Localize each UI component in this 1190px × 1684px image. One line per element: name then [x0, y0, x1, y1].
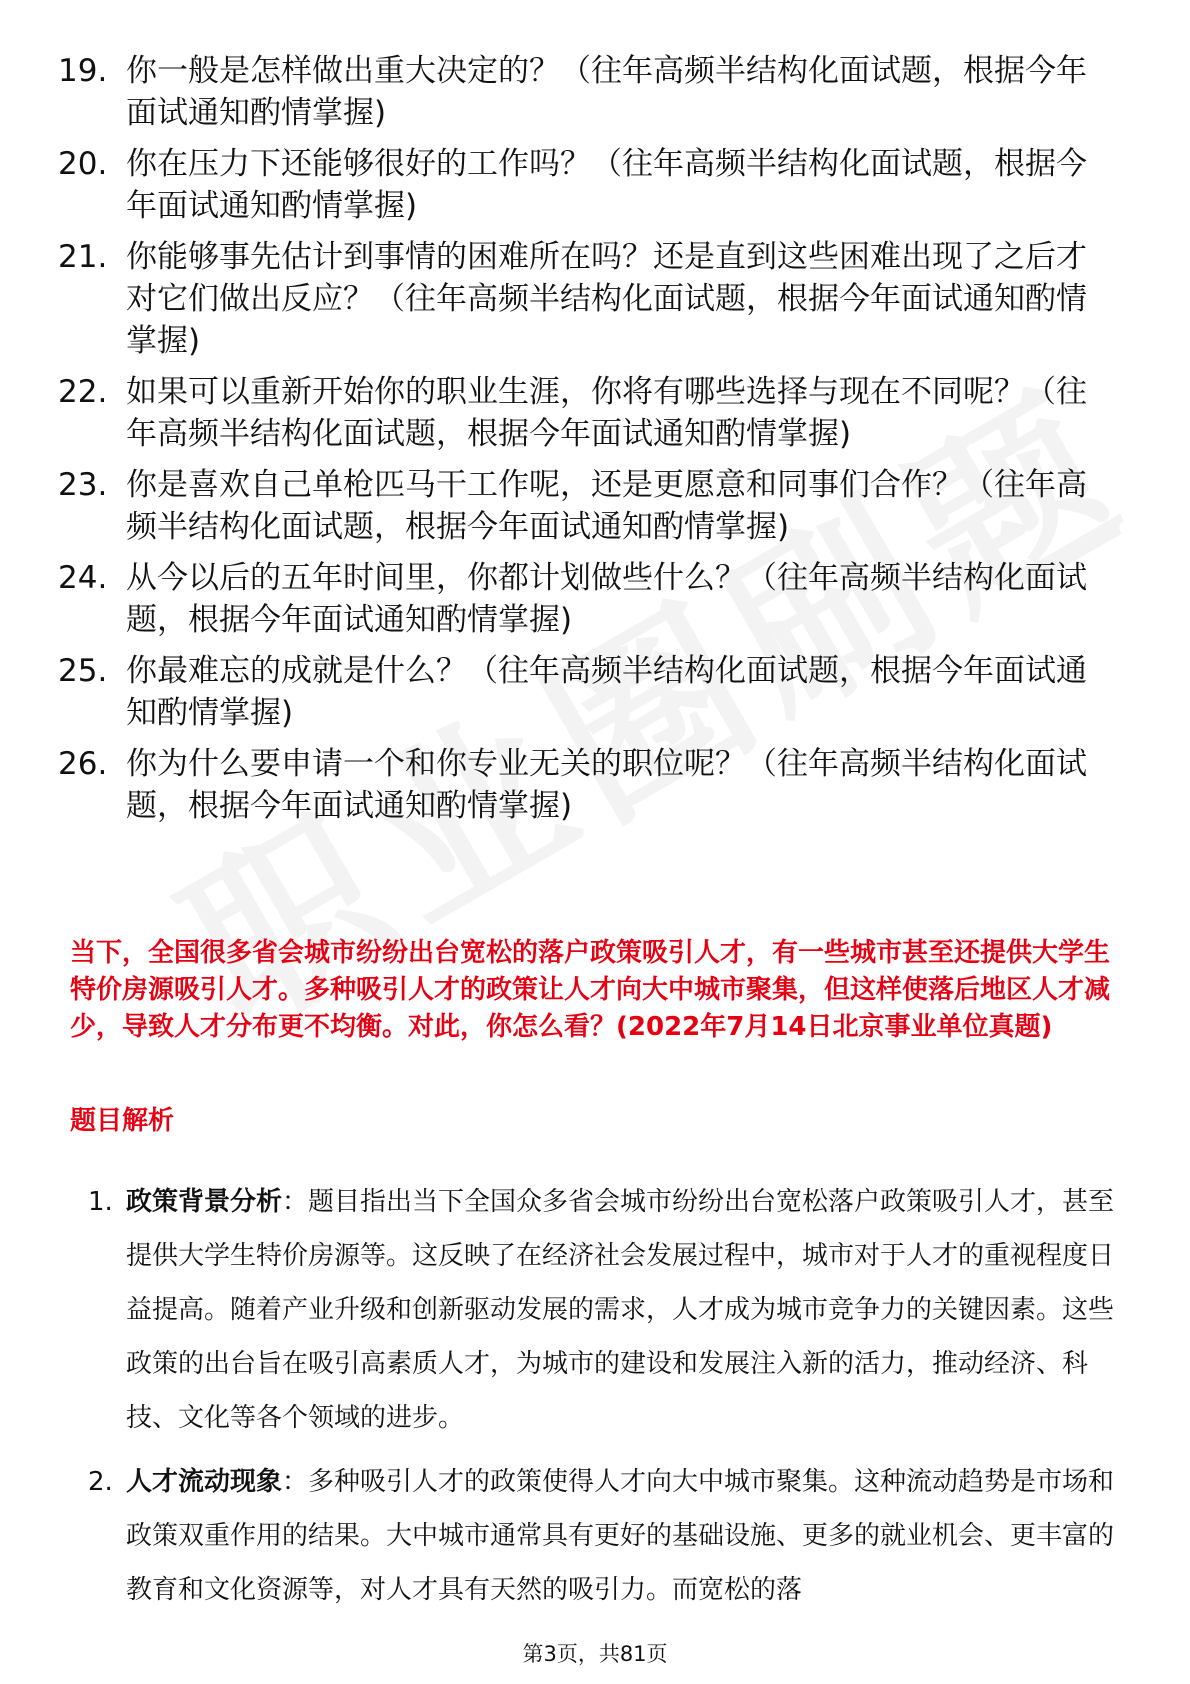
question-number: 22.	[58, 374, 108, 410]
question-text: 你最难忘的成就是什么？（往年高频半结构化面试题，根据今年面试通知酌情掌握)	[126, 653, 1087, 731]
question-text: 你为什么要申请一个和你专业无关的职位呢？（往年高频半结构化面试题，根据今年面试通知酌情掌握)	[126, 746, 1087, 824]
question-item	[58, 50, 1108, 134]
question-text: 从今以后的五年时间里，你都计划做些什么？（往年高频半结构化面试题，根据今年面试通知酌情掌握)	[126, 560, 1087, 638]
question-list	[58, 50, 1108, 836]
analysis-body	[126, 1175, 1120, 1445]
analysis-separator: ：	[282, 1187, 309, 1217]
analysis-body	[126, 1455, 1120, 1617]
analysis-text: 多种吸引人才的政策使得人才向大中城市聚集。这种流动趋势是市场和政策双重作用的结果。大中城市通常具有更好的基础设施、更多的就业机会、更丰富的教育和文化资源等，对人才具有天然的吸引力。而宽松的落	[126, 1467, 1115, 1605]
question-number: 25.	[58, 653, 108, 689]
question-item	[58, 143, 1108, 227]
analysis-text: 题目指出当下全国众多省会城市纷纷出台宽松落户政策吸引人才，甚至提供大学生特价房源等。这反映了在经济社会发展过程中，城市对于人才的重视程度日益提高。随着产业升级和创新驱动发展的需求，人才成为城市竞争力的关键因素。这些政策的出台旨在吸引高素质人才，为城市的建设和发展注入新的活力，推动经济、科技、文化等各个领域的进步。	[126, 1187, 1115, 1433]
section-title: 题目解析	[70, 1106, 175, 1136]
analysis-list	[88, 1175, 1120, 1627]
analysis-separator: ：	[282, 1467, 309, 1497]
analysis-item	[88, 1455, 1120, 1617]
question-text: 你一般是怎样做出重大决定的？（往年高频半结构化面试题，根据今年面试通知酌情掌握)	[126, 53, 1087, 131]
analysis-term: 人才流动现象	[126, 1467, 283, 1497]
question-item	[58, 371, 1108, 455]
question-item	[58, 236, 1108, 362]
question-text: 你是喜欢自己单枪匹马干工作呢，还是更愿意和同事们合作？（往年高频半结构化面试题，根据今年面试通知酌情掌握)	[126, 467, 1087, 545]
question-item	[58, 650, 1108, 734]
analysis-number: 2.	[88, 1467, 113, 1497]
question-number: 20.	[58, 146, 108, 182]
analysis-item	[88, 1175, 1120, 1445]
question-text: 你能够事先估计到事情的困难所在吗？还是直到这些困难出现了之后才对它们做出反应？（往年高频半结构化面试题，根据今年面试通知酌情掌握)	[126, 239, 1087, 359]
page-footer: 第3页，共81页	[522, 1642, 668, 1666]
analysis-number: 1.	[88, 1187, 113, 1217]
question-number: 26.	[58, 746, 108, 782]
question-item	[58, 557, 1108, 641]
analysis-term: 政策背景分析	[126, 1187, 283, 1217]
highlight-question: 当下，全国很多省会城市纷纷出台宽松的落户政策吸引人才，有一些城市甚至还提供大学生特价房源吸引人才。多种吸引人才的政策让人才向大中城市聚集，但这样使落后地区人才减少，导致人才分布更不均衡。对此，你怎么看？(2022年7月14日北京事业单位真题)	[70, 938, 1111, 1042]
question-number: 19.	[58, 53, 108, 89]
question-item	[58, 464, 1108, 548]
question-item	[58, 743, 1108, 827]
question-number: 21.	[58, 239, 108, 275]
question-number: 23.	[58, 467, 108, 503]
question-text: 你在压力下还能够很好的工作吗？（往年高频半结构化面试题，根据今年面试通知酌情掌握)	[126, 146, 1087, 224]
question-number: 24.	[58, 560, 108, 596]
question-text: 如果可以重新开始你的职业生涯，你将有哪些选择与现在不同呢？（往年高频半结构化面试题，根据今年面试通知酌情掌握)	[126, 374, 1087, 452]
